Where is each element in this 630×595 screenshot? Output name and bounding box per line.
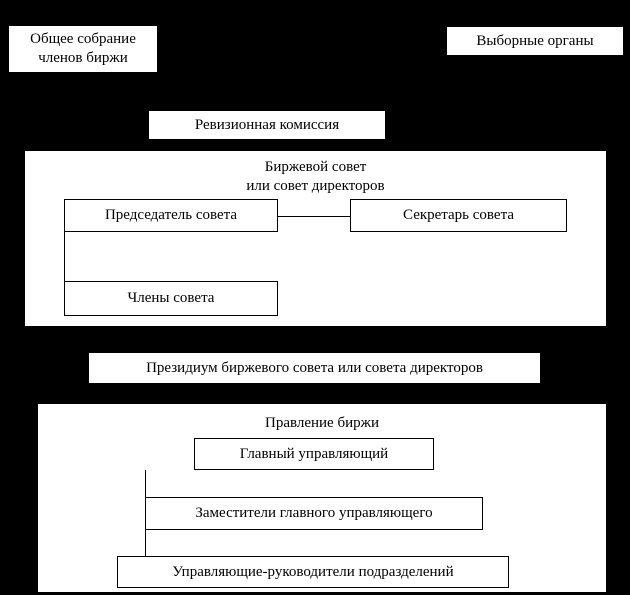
panel-exchange-council-title-line2: или совет директоров <box>246 178 385 194</box>
node-general-manager <box>194 438 434 470</box>
node-council-secretary <box>350 199 567 232</box>
node-council-secretary-label: Секретарь совета <box>403 207 514 224</box>
node-deputy-managers-label: Заместители главного управляющего <box>195 505 433 522</box>
node-council-members-label: Члены совета <box>127 290 215 307</box>
node-deputy-managers <box>145 497 483 530</box>
node-council-chairman-label: Председатель совета <box>104 207 238 224</box>
node-presidium <box>88 352 541 384</box>
connector-deputies-heads <box>145 530 146 556</box>
connector-manager-deputies <box>145 470 146 497</box>
node-general-meeting <box>8 25 158 73</box>
node-council-members <box>64 281 278 316</box>
node-audit-commission-label: Ревизионная комиссия <box>194 116 340 133</box>
panel-exchange-council-title-line1: Биржевой совет <box>264 159 367 175</box>
node-elected-bodies <box>446 26 624 56</box>
node-general-meeting-line1: Общее собрание <box>30 31 136 48</box>
node-division-heads-label: Управляющие-руководители подразделений <box>172 563 454 580</box>
panel-board-title: Правление биржи <box>264 415 380 431</box>
connector-chairman-secretary <box>277 216 351 217</box>
node-elected-bodies-label: Выборные органы <box>476 32 594 49</box>
node-council-chairman <box>64 199 278 232</box>
node-general-manager-label: Главный управляющий <box>239 445 389 462</box>
node-general-meeting-line2: членов биржи <box>38 50 128 66</box>
node-audit-commission <box>148 110 386 140</box>
node-division-heads <box>117 556 509 588</box>
node-presidium-label: Президиум биржевого совета или совета директоров <box>146 359 483 376</box>
